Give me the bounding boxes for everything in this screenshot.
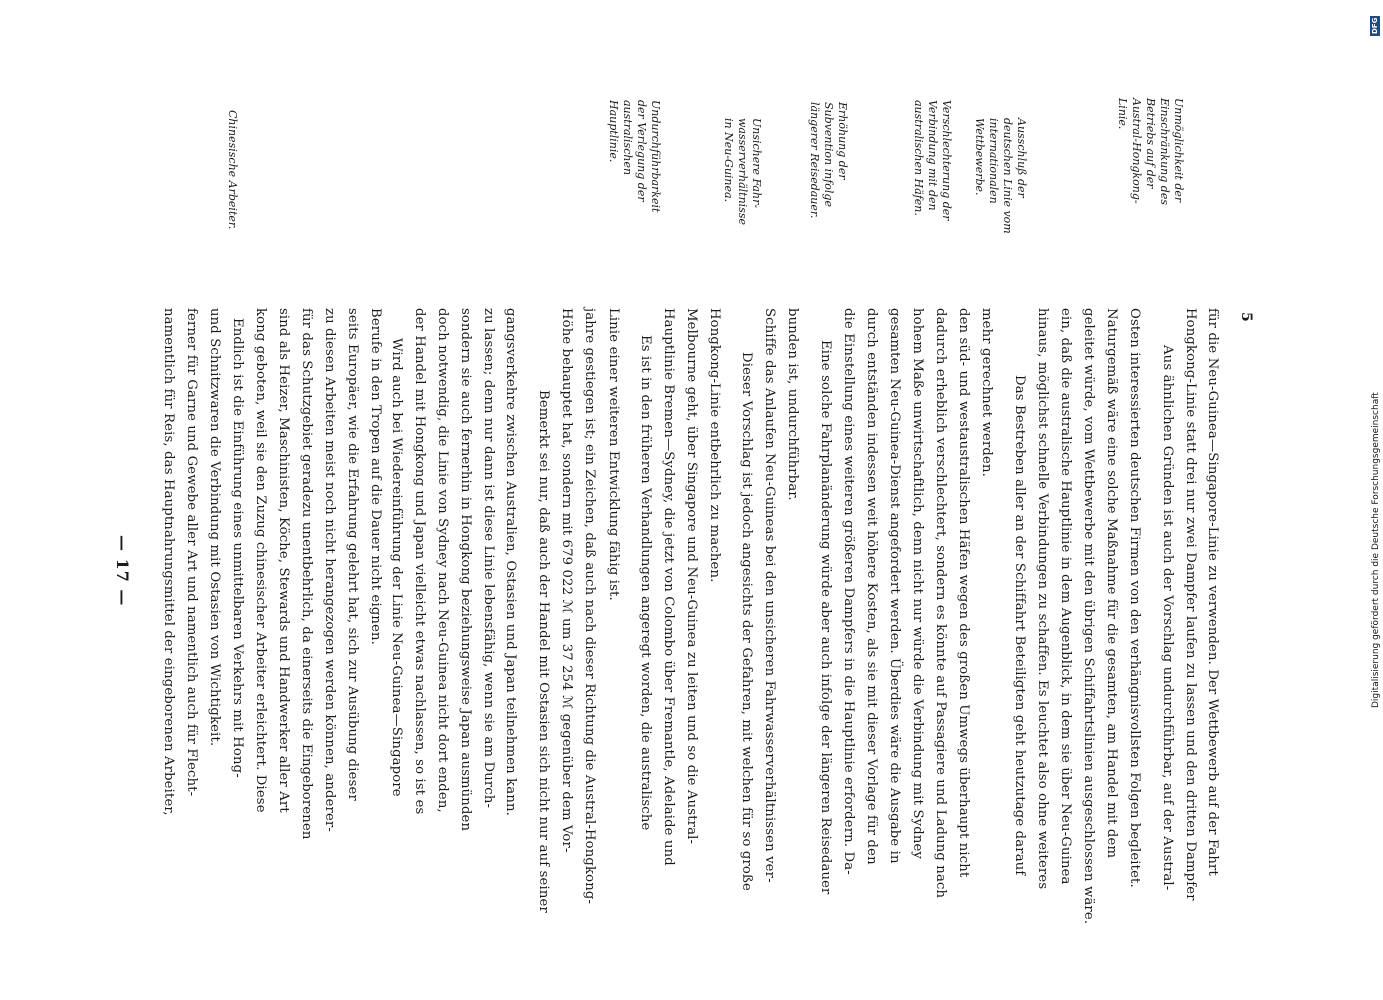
body-line: Das Bestreben aller an der Schiffahrt Beteiligten geht heutzutage darauf [1012,375,1027,876]
body-line: der Handel mit Hongkong und Japan vielleicht etwas nachlassen, so ist es [412,308,427,815]
margin-note-line: Einschränkung des [1158,98,1171,205]
body-line: zu lassen; denn nur dann ist diese Linie lebensfähig, wenn sie am Durch- [481,308,496,809]
body-line: namentlich für Reis, das Hauptnahrungsmittel der eingeborenen Arbeiter, [161,308,176,816]
margin-note-line: wasserverhältnisse [736,118,749,225]
margin-note-line: Chinesische Arbeiter. [226,110,239,230]
body-line: Naturgemäß wäre eine solche Maßnahme für die gesamten, am Handel mit dem [1104,308,1119,859]
margin-note-line: längerer Reisedauer. [808,102,821,219]
margin-note-line: Austral-Hongkong- [1130,98,1143,204]
body-line: für die Neu-Guinea—Singapore-Linie zu verwenden. Der Wettbewerb auf der Fahrt [1205,308,1220,876]
body-line: hinaus, möglichst schnelle Verbindungen zu schaffen. Es leuchtet also ohne weiteres [1035,308,1050,890]
page-number-header: — 17 — [113,535,132,607]
body-line: Osten interessierten deutschen Firmen von den verhängnisvollsten Folgen begleitet. [1127,308,1142,888]
body-line: Berufe in den Tropen auf die Dauer nicht eignen. [368,308,383,646]
margin-note-line: Verbindung mit den [926,100,939,211]
body-line: doch notwendig, die Linie von Sydney nach Neu-Guinea nicht dort enden, [435,308,450,813]
body-line: Melbourne geht, über Singapore und Neu-Guinea zu leiten und so die Austral- [684,308,699,845]
body-line: Hongkong-Linie statt drei nur zwei Dampfer laufen zu lassen und den dritten Dampfer [1183,308,1198,901]
body-line: jahre gestiegen ist; ein Zeichen, daß auch nach dieser Richtung die Austral-Hongkong- [582,308,597,905]
margin-note-line: Wettbewerbe. [973,118,986,196]
body-line: ferner für Garne und Gewebe aller Art und namentlich auch für Flecht- [184,308,199,797]
margin-note-line: Subvention infolge [822,102,835,207]
margin-note-line: internationalen [987,118,1000,204]
margin-note-line: Erhöhung der [836,102,849,180]
margin-note-line: australischen [621,100,634,176]
body-line: die Einstellung eines weiteren größeren Dampfers in die Hauptlinie erfordern. Da- [841,308,856,875]
body-line: gangsverkehre zwischen Australien, Ostasien und Japan teilnehmen kann. [503,308,518,816]
margin-note-line: australischen Häfen. [912,100,925,216]
body-line: Es ist in den früheren Verhandlungen angeregt worden, die australische [638,335,653,831]
signature-mark: 5 [1238,312,1254,322]
margin-note-line: Unsichere Fahr- [750,118,763,209]
body-line: bunden ist, undurchführbar. [785,308,800,501]
body-line: Eine solche Fahrplanänderung würde aber auch infolge der längeren Reisedauer [818,340,833,895]
body-line: für das Schutzgebiet geradezu unentbehrlich, da einerseits die Eingeborenen [299,308,314,840]
margin-note-line: Verschlechterung der [940,100,953,221]
body-line: dadurch erheblich verschlechtert, sondern es könnte auf Passagiere und Ladung nach [933,308,948,899]
margin-note-line: deutschen Linie vom [1001,118,1014,234]
body-line: Bemerkt sei nur, daß auch der Handel mit Ostasien sich nicht nur auf seiner [536,390,551,913]
body-line: den süd- und westaustralischen Häfen wegen des großen Umwegs überhaupt nicht [956,308,971,878]
body-line: Endlich ist die Einführung eines unmittelbaren Verkehrs mit Hong- [230,318,245,778]
body-line: seits Europäer, wie die Erfahrung gelehrt hat, sich zur Ausübung dieser [345,308,360,801]
body-line: Dieser Vorschlag ist jedoch angesichts der Gefahren, mit welchen für so große [739,352,754,891]
body-line: sondern sie auch fernerhin in Hongkong beziehungsweise Japan ausmünden [458,308,473,832]
body-line: hohem Maße unwirtschaftlich, denn nicht nur würde die Verbindung mit Sydney [910,308,925,860]
dfg-logo: DFG [1371,17,1379,34]
body-line: gesamten Neu-Guinea-Dienst angefordert werden. Überdies wäre die Ausgabe in [887,308,902,864]
margin-note-line: in Neu-Guinea. [722,118,735,203]
body-line: mehr gerechnet werden. [979,308,994,477]
margin-note-line: Linie. [1116,98,1129,130]
body-line: geleitet würde, vom Wettbewerbe mit den übrigen Schiffahrtslinien ausgeschlossen wäre. [1081,308,1096,925]
margin-note-line: der Verlegung der [635,100,648,202]
margin-note-line: Betriebs auf der [1144,98,1157,189]
body-line: Schiffe das Anlaufen Neu-Guineas bei den unsicheren Fahrwasserverhältnissen ver- [762,308,777,883]
body-line: Höhe behauptet hat, sondern mit 679 022 ℳ um 37 254 ℳ gegenüber dem Vor- [559,308,574,853]
body-line: zu diesen Arbeiten meist noch nicht herangezogen werden können, anderer- [322,308,337,833]
body-line: und Schnitzwaren die Verbindung mit Ostasien von Wichtigkeit. [207,308,222,747]
body-line: kong geboten, weil sie den Zuzug chinesischer Arbeiter erleichtert. Diese [253,308,268,813]
body-line: durch entständen indessen weit höhere Kosten, als sie mit dieser Vorlage für den [864,308,879,865]
margin-note-line: Undurchführbarkeit [649,100,662,213]
body-line: sind als Heizer, Maschinisten, Köche, Stewards und Handwerker aller Art [276,308,291,813]
margin-note-line: Ausschluß der [1015,118,1028,198]
body-line: Hauptlinie Bremen—Sydney, die jetzt von Colombo über Fremantle, Adelaide und [661,308,676,866]
body-line: ein, daß die australische Hauptlinie in dem Augenblick, in dem sie über Neu-Guinea [1058,308,1073,885]
body-line: Linie einer weiteren Entwicklung fähig ist. [606,308,621,601]
body-line: Hongkong-Linie entbehrlich zu machen. [707,308,722,583]
body-line: Aus ähnlichen Gründen ist auch der Vorschlag undurchführbar, auf der Austral- [1160,345,1175,891]
digitization-credit: Digitalisierung gefördert durch die Deutsche Forschungsgemeinschaft [1371,392,1381,708]
margin-note-line: Unmöglichkeit der [1172,98,1185,203]
margin-note-line: Hauptlinie. [607,100,620,163]
body-line: Wird auch bei Wiedereinführung der Linie Neu-Guinea—Singapore [389,338,404,797]
